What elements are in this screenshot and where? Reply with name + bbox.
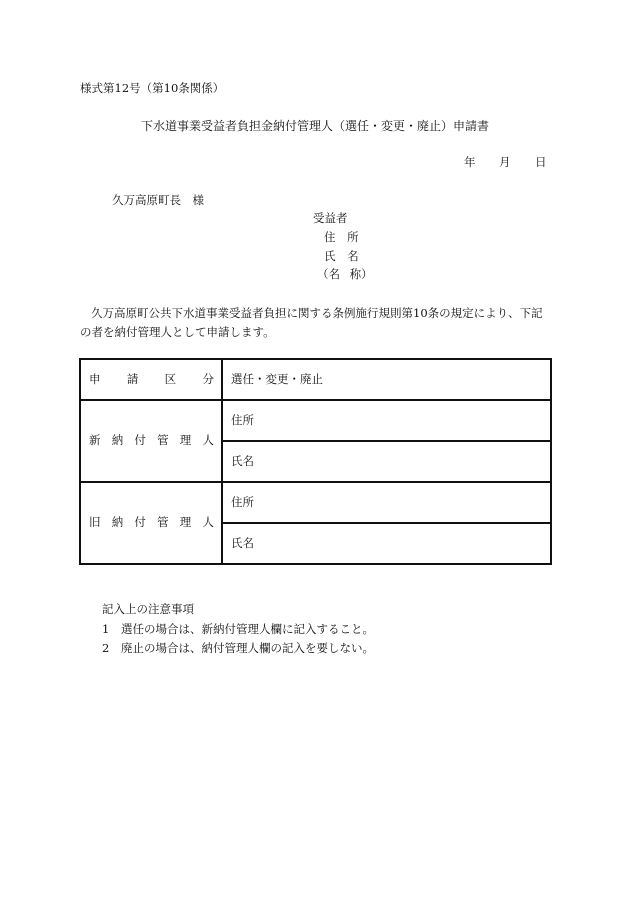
new-manager-address-label: 住所 — [231, 412, 254, 427]
old-manager-label-char: 理 — [179, 515, 192, 530]
new-manager-label-char: 納 — [111, 433, 124, 448]
old-manager-label-char: 人 — [202, 515, 214, 530]
new-manager-label-cell — [80, 400, 222, 482]
category-label-char: 申 — [89, 371, 101, 386]
note-text: 選任の場合は、新納付管理人欄に記入すること。 — [121, 622, 374, 636]
addressee: 久万高原町長 様 — [112, 193, 204, 207]
new-manager-label-char: 人 — [202, 433, 214, 448]
application-table — [79, 358, 552, 565]
table-row-category — [80, 359, 551, 400]
category-label-char: 請 — [126, 371, 139, 386]
old-manager-name-field[interactable] — [222, 523, 551, 564]
category-label-char: 区 — [164, 371, 177, 386]
old-manager-label-char: 旧 — [89, 515, 101, 530]
category-value-cell[interactable] — [222, 359, 551, 400]
note-number: 2 — [102, 641, 110, 655]
applicant-address-label: 住 所 — [324, 230, 359, 244]
new-manager-name-label: 氏名 — [231, 453, 254, 468]
category-value: 選任・変更・廃止 — [231, 371, 323, 386]
old-manager-label-char: 管 — [157, 515, 169, 530]
category-label-cell — [80, 359, 222, 400]
note-item — [102, 624, 374, 636]
body-text: 久万高原町公共下水道事業受益者負担に関する条例施行規則第10条の規定により、下記の者を納付管理人として申請します。 — [80, 306, 543, 339]
form-number: 様式第12号（第10条関係） — [80, 81, 225, 95]
new-manager-label-char: 管 — [157, 433, 169, 448]
applicant-name-label: 氏 名 — [324, 249, 359, 263]
category-label-char: 分 — [202, 371, 214, 386]
applicant-heading: 受益者 — [313, 211, 348, 225]
table-row-old-address — [80, 482, 551, 523]
new-manager-address-field[interactable] — [222, 400, 551, 441]
date-month: 月 — [499, 155, 511, 169]
note-item — [102, 643, 374, 655]
date-day: 日 — [535, 155, 547, 169]
notes-heading: 記入上の注意事項 — [102, 602, 194, 616]
table-row-new-address — [80, 400, 551, 441]
old-manager-address-field[interactable] — [222, 482, 551, 523]
old-manager-label-cell — [80, 482, 222, 564]
new-manager-name-field[interactable] — [222, 441, 551, 482]
old-manager-name-label: 氏名 — [231, 535, 254, 550]
new-manager-label-char: 新 — [89, 433, 101, 448]
old-manager-address-label: 住所 — [231, 494, 254, 509]
applicant-title-label: （名 称） — [317, 267, 373, 281]
note-number: 1 — [102, 622, 110, 636]
new-manager-label-char: 付 — [134, 433, 146, 448]
new-manager-label-char: 理 — [179, 433, 192, 448]
document-title: 下水道事業受益者負担金納付管理人（選任・変更・廃止）申請書 — [140, 119, 489, 133]
date-year: 年 — [464, 155, 476, 169]
note-text: 廃止の場合は、納付管理人欄の記入を要しない。 — [121, 641, 374, 655]
old-manager-label-char: 付 — [134, 515, 146, 530]
old-manager-label-char: 納 — [111, 515, 124, 530]
